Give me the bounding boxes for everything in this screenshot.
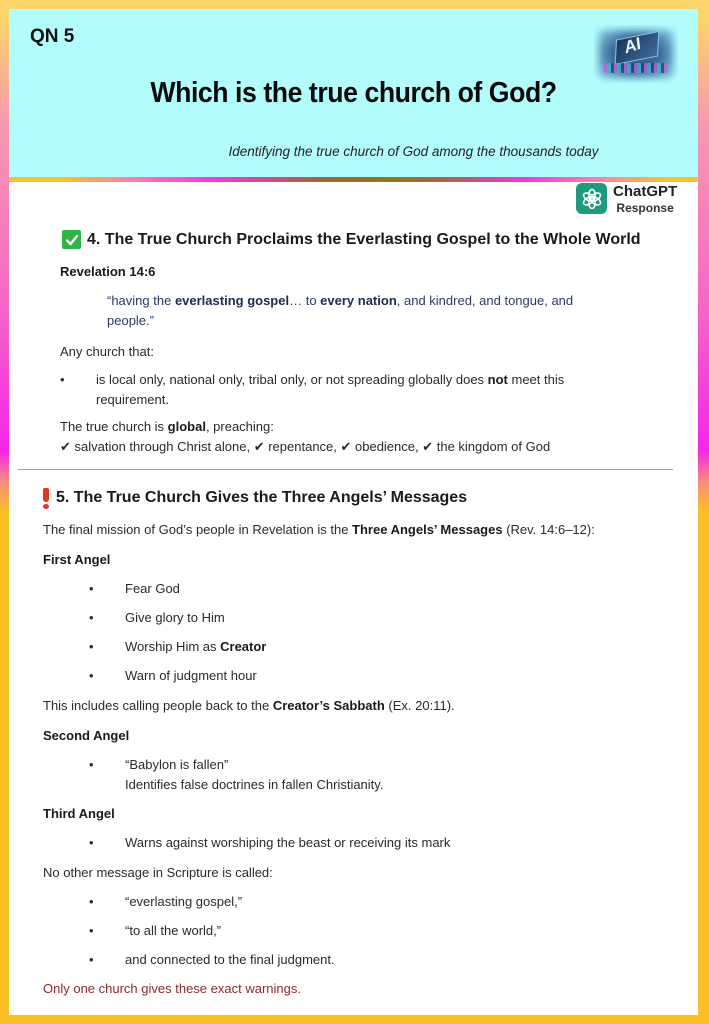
list-item-text: “to all the world,” (125, 923, 222, 938)
bullet: • (89, 923, 94, 938)
list-item-text: is local only, national only, tribal only, or not spreading globally does not meet this requirement. (96, 372, 565, 407)
scripture-reference: Revelation 14:6 (60, 264, 156, 279)
bullet: • (89, 610, 94, 625)
page-subtitle: Identifying the true church of God among the thousands today (228, 144, 599, 159)
header-banner (9, 9, 698, 179)
badge-name: ChatGPT (613, 183, 678, 200)
bullet: • (89, 835, 94, 850)
bullet: • (89, 639, 94, 654)
section-4-heading (62, 230, 641, 249)
list-item-text: Worship Him as Creator (125, 639, 267, 654)
badge-subtitle: Response (616, 201, 674, 215)
page (9, 9, 698, 1015)
chatgpt-logo-icon (576, 183, 607, 214)
circuit-lines (604, 63, 668, 73)
global-line: The true church is global, preaching: ✔ salvation through Christ alone, ✔ repentance, ✔ obedience, ✔ the kingdom of God (60, 419, 551, 454)
second-angel-title: Second Angel (43, 728, 130, 743)
list-item-text: Warn of judgment hour (125, 668, 257, 683)
quote-bold: every nation (320, 293, 397, 308)
quote-text: … to (289, 293, 321, 308)
scripture-quote (107, 291, 573, 331)
quote-text: , and kindred, and tongue, and (396, 293, 574, 308)
list-item-text: and connected to the final judgment. (125, 952, 335, 967)
list-item-text: Fear God (125, 581, 180, 596)
exclamation-mark-icon (42, 488, 50, 508)
ai-image-label: AI (621, 33, 644, 58)
sabbath-line: This includes calling people back to the Creator’s Sabbath (Ex. 20:11). (43, 698, 455, 713)
quote-text: people.” (107, 313, 154, 328)
question-number: QN 5 (30, 26, 75, 47)
three-angels-intro: The final mission of God’s people in Revelation is the Three Angels’ Messages (Rev. 14:6–12): (43, 522, 595, 537)
section-4-heading-text: 4. The True Church Proclaims the Everlasting Gospel to the Whole World (87, 230, 641, 248)
list-item (60, 370, 660, 410)
bullet: • (89, 952, 94, 967)
no-other-message: No other message in Scripture is called: (43, 865, 273, 880)
section-5-heading-text: 5. The True Church Gives the Three Angels’ Messages (56, 489, 468, 506)
bullet: • (89, 757, 94, 772)
section-divider (18, 469, 673, 470)
list-item-text: Give glory to Him (125, 610, 225, 625)
third-angel-title: Third Angel (43, 806, 115, 821)
chatgpt-badge (576, 183, 677, 216)
list-item-text: “Babylon is fallen” Identifies false doctrines in fallen Christianity. (125, 757, 384, 792)
check-mark-button-icon (62, 230, 81, 249)
ai-chip-image (594, 25, 678, 83)
page-title: Which is the true church of God? (150, 77, 557, 109)
bullet: • (89, 581, 94, 596)
header-divider (9, 177, 698, 182)
bullet: • (89, 894, 94, 909)
quote-bold: everlasting gospel (174, 293, 290, 308)
any-church-intro: Any church that: (60, 344, 154, 359)
section-5-heading (42, 488, 467, 508)
quote-text: “having the (107, 293, 175, 308)
bullet: • (60, 372, 65, 387)
list-item-text: Warns against worshiping the beast or receiving its mark (125, 835, 451, 850)
conclusion: Only one church gives these exact warnings. (43, 981, 301, 996)
bullet: • (89, 668, 94, 683)
first-angel-title: First Angel (43, 552, 111, 567)
list-item-text: “everlasting gospel,” (125, 894, 243, 909)
checklist: ✔ salvation through Christ alone, ✔ repentance, ✔ obedience, ✔ the kingdom of God (60, 439, 551, 454)
